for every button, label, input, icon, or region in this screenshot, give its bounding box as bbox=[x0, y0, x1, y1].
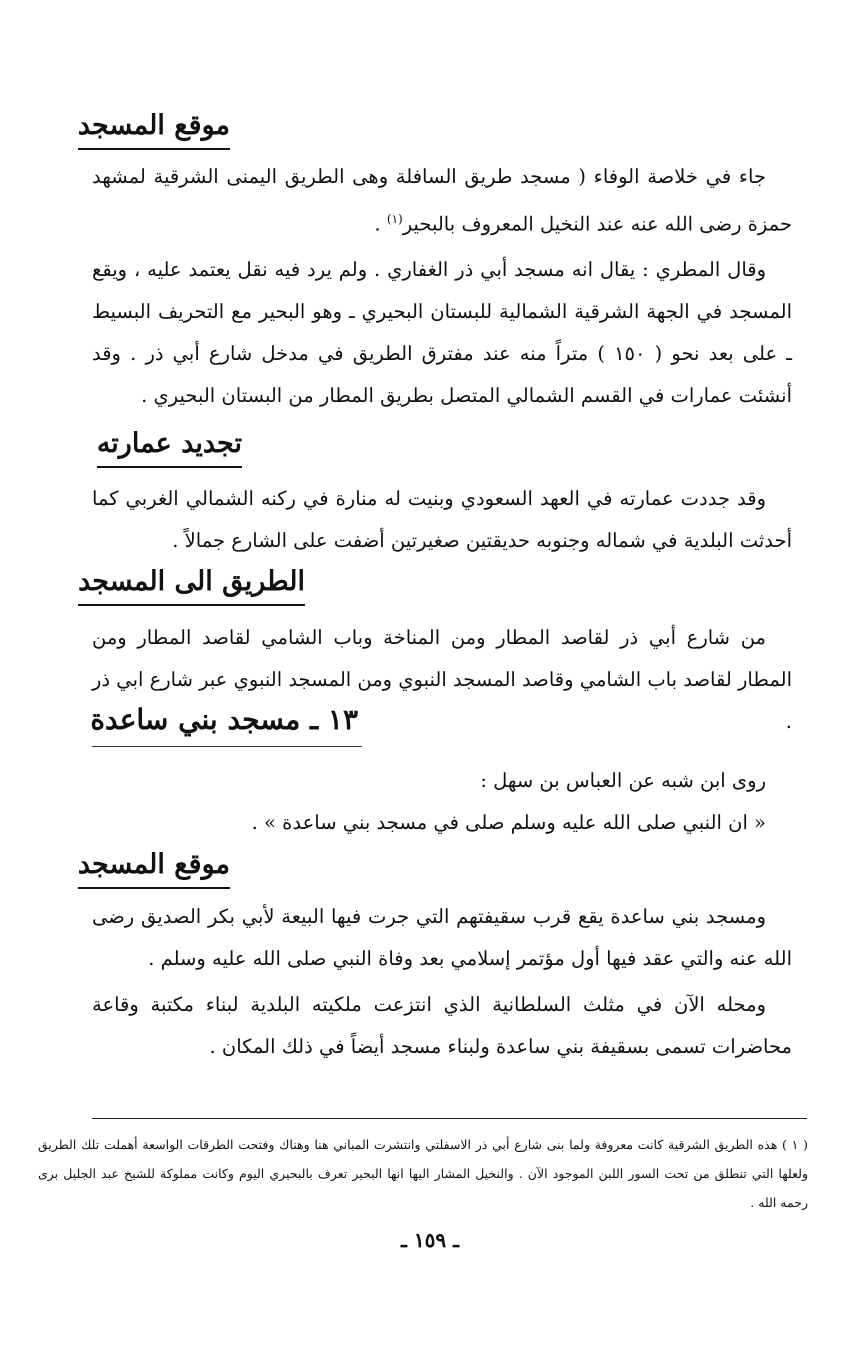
paragraph-bani-saida-location-2 bbox=[92, 984, 792, 1068]
paragraph-text: وقد جددت عمارته في العهد السعودي وبنيت له منارة في ركنه الشمالي الغربي كما أحدثت البلدية في شماله وجنوبه حديقتين صغيرتين أضفت على الشارع جمالاً . bbox=[92, 487, 792, 552]
heading-text: موقع المسجد bbox=[77, 849, 230, 880]
paragraph-end: . bbox=[374, 212, 387, 236]
paragraph-text: من شارع أبي ذر لقاصد المطار ومن المناخة وباب الشامي لقاصد المطار ومن المطار لقاصد باب الشامي وقاصد المسجد النبوي ومن المسجد النبوي عبر شارع ابي ذر . bbox=[92, 626, 792, 733]
paragraph-mosque-location-1 bbox=[92, 156, 792, 246]
paragraph-text: « ان النبي صلى الله عليه وسلم صلى في مسجد بني ساعدة » . bbox=[251, 811, 766, 834]
footnote-reference[interactable]: (١) bbox=[386, 212, 403, 226]
page-number: ـ ١٥٩ ـ bbox=[401, 1228, 459, 1252]
heading-rule bbox=[92, 746, 362, 747]
heading-text: الطريق الى المسجد bbox=[78, 566, 305, 597]
section-heading-renovation bbox=[97, 424, 242, 468]
paragraph-text: روى ابن شبه عن العباس بن سهل : bbox=[480, 769, 766, 792]
section-heading-mosque-location-2 bbox=[78, 845, 230, 889]
paragraph-text: وقال المطري : يقال انه مسجد أبي ذر الغفاري . ولم يرد فيه نقل يعتمد عليه ، ويقع المسجد في الجهة الشرقية الشمالية للبستان البحيري ـ وهو البحير مع التحريف البسيط ـ على بعد نحو ( ١٥٠ ) متراً منه عند مفترق الطريق في مدخل شارع أبي ذر . وقد أنشئت عمارات في القسم الشمالي المتصل بطريق المطار من البستان البحيري . bbox=[92, 258, 792, 407]
footnote bbox=[38, 1130, 808, 1217]
paragraph-text: ومسجد بني ساعدة يقع قرب سقيفتهم التي جرت فيها البيعة لأبي بكر الصديق رضى الله عنه والتي عقد فيها أول مؤتمر إسلامي بعد وفاة النبي صلى الله عليه وسلم . bbox=[92, 905, 792, 970]
heading-text: ١٣ ـ مسجد بني ساعدة bbox=[90, 703, 358, 736]
paragraph-narration bbox=[92, 760, 792, 802]
paragraph-text: جاء في خلاصة الوفاء ( مسجد طريق السافلة وهى الطريق اليمنى الشرقية لمشهد حمزة رضى الله عنه عند النخيل المعروف بالبحير bbox=[92, 165, 792, 236]
footnote-text: ( ١ ) هذه الطريق الشرقية كانت معروفة ولما بنى شارع أبي ذر الاسفلتي وانتشرت المباني هنا وهناك وفتحت الطرقات الواسعة أهملت تلك الطريق ولعلها التي تنطلق من تحت السور اللبن الموجود الآن . والنخيل المشار اليها انها البحير تعرف بالبحيري اليوم وكانت مملوكة للشيخ عبد الجليل برى رحمه الله . bbox=[38, 1137, 809, 1210]
heading-text: موقع المسجد bbox=[77, 110, 230, 141]
footnote-separator bbox=[92, 1118, 807, 1119]
paragraph-text: ومحله الآن في مثلث السلطانية الذي انتزعت ملكيته البلدية لبناء مكتبة وقاعة محاضرات تسمى بسقيفة بني ساعدة ولبناء مسجد أيضاً في ذلك المكان . bbox=[92, 993, 792, 1058]
section-heading-mosque-location bbox=[78, 106, 230, 150]
paragraph-hadith-quote bbox=[92, 802, 766, 844]
section-heading-route bbox=[78, 562, 305, 606]
paragraph-mosque-location-2 bbox=[92, 249, 792, 417]
section-heading-bani-saida-mosque bbox=[90, 700, 358, 740]
paragraph-bani-saida-location-1 bbox=[92, 896, 792, 980]
heading-text: تجديد عمارته bbox=[96, 428, 242, 459]
paragraph-renovation bbox=[92, 478, 792, 562]
